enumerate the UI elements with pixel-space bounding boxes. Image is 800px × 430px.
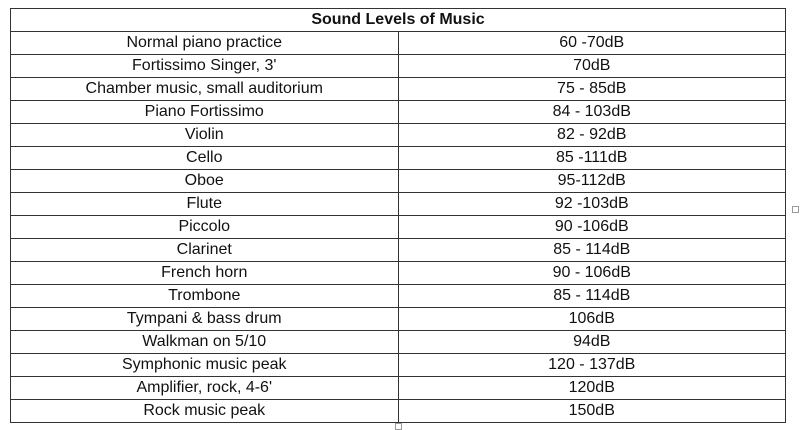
table-body xyxy=(11,32,786,423)
sound-source-cell: Chamber music, small auditorium xyxy=(11,78,399,101)
table-row xyxy=(11,193,786,216)
sound-levels-table xyxy=(10,8,786,423)
page-edge-marker xyxy=(792,206,799,213)
table-row xyxy=(11,239,786,262)
sound-source-cell: Piano Fortissimo xyxy=(11,101,399,124)
sound-source-cell: Cello xyxy=(11,147,399,170)
sound-level-cell: 95-112dB xyxy=(398,170,786,193)
table-row xyxy=(11,101,786,124)
table-row xyxy=(11,216,786,239)
sound-level-cell: 94dB xyxy=(398,331,786,354)
table-row xyxy=(11,147,786,170)
sound-source-cell: Clarinet xyxy=(11,239,399,262)
sound-source-cell: Violin xyxy=(11,124,399,147)
sound-source-cell: Normal piano practice xyxy=(11,32,399,55)
sound-level-cell: 120 - 137dB xyxy=(398,354,786,377)
sound-level-cell: 85 - 114dB xyxy=(398,285,786,308)
table-row xyxy=(11,331,786,354)
sound-source-cell: Rock music peak xyxy=(11,400,399,423)
sound-level-cell: 85 - 114dB xyxy=(398,239,786,262)
sound-source-cell: French horn xyxy=(11,262,399,285)
sound-level-cell: 90 -106dB xyxy=(398,216,786,239)
table-row xyxy=(11,377,786,400)
sound-source-cell: Amplifier, rock, 4-6' xyxy=(11,377,399,400)
document-page xyxy=(10,8,786,423)
table-row xyxy=(11,124,786,147)
sound-source-cell: Tympani & bass drum xyxy=(11,308,399,331)
sound-source-cell: Piccolo xyxy=(11,216,399,239)
sound-level-cell: 150dB xyxy=(398,400,786,423)
sound-level-cell: 120dB xyxy=(398,377,786,400)
table-row xyxy=(11,170,786,193)
sound-level-cell: 82 - 92dB xyxy=(398,124,786,147)
sound-level-cell: 90 - 106dB xyxy=(398,262,786,285)
sound-source-cell: Flute xyxy=(11,193,399,216)
sound-level-cell: 85 -111dB xyxy=(398,147,786,170)
table-row xyxy=(11,262,786,285)
table-title: Sound Levels of Music xyxy=(11,9,786,32)
sound-level-cell: 84 - 103dB xyxy=(398,101,786,124)
table-row xyxy=(11,78,786,101)
sound-level-cell: 75 - 85dB xyxy=(398,78,786,101)
sound-level-cell: 70dB xyxy=(398,55,786,78)
table-row xyxy=(11,55,786,78)
table-row xyxy=(11,308,786,331)
sound-source-cell: Trombone xyxy=(11,285,399,308)
sound-level-cell: 60 -70dB xyxy=(398,32,786,55)
table-title-row xyxy=(11,9,786,32)
sound-source-cell: Oboe xyxy=(11,170,399,193)
table-row xyxy=(11,32,786,55)
sound-source-cell: Walkman on 5/10 xyxy=(11,331,399,354)
sound-level-cell: 106dB xyxy=(398,308,786,331)
table-row xyxy=(11,354,786,377)
sound-source-cell: Symphonic music peak xyxy=(11,354,399,377)
table-row xyxy=(11,400,786,423)
sound-level-cell: 92 -103dB xyxy=(398,193,786,216)
table-row xyxy=(11,285,786,308)
sound-source-cell: Fortissimo Singer, 3' xyxy=(11,55,399,78)
